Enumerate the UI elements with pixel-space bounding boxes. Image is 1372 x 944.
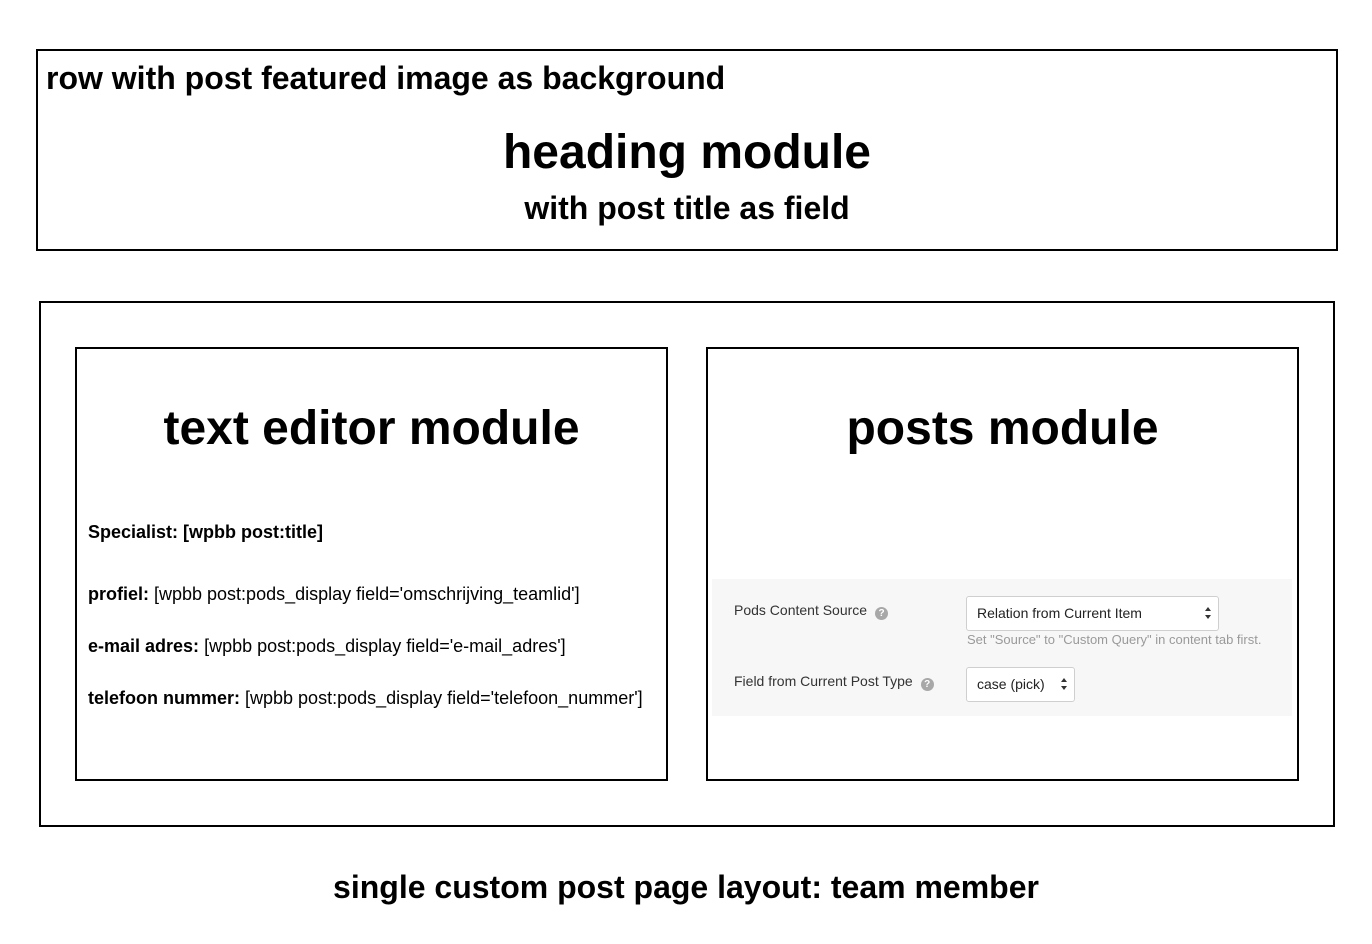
layout-caption: single custom post page layout: team member xyxy=(333,869,1039,905)
field-from-post-type-select[interactable] xyxy=(966,667,1075,702)
posts-module xyxy=(706,347,1299,781)
posts-module-title: posts module xyxy=(846,402,1159,455)
telefoon-value: [wpbb post:pods_display field='telefoon_nummer'] xyxy=(240,688,643,708)
select-arrows-icon xyxy=(1204,606,1212,620)
pods-settings-panel xyxy=(712,579,1292,716)
profiel-value: [wpbb post:pods_display field='omschrijving_teamlid'] xyxy=(149,584,580,604)
field-from-post-type-value: case (pick) xyxy=(977,676,1045,692)
heading-module-subtitle: with post title as field xyxy=(524,190,850,226)
pods-content-source-value: Relation from Current Item xyxy=(977,605,1142,621)
text-editor-module-title: text editor module xyxy=(163,402,580,455)
profiel-line xyxy=(88,583,580,605)
field-from-post-type-text: Field from Current Post Type xyxy=(734,673,913,689)
heading-module-title: heading module xyxy=(502,126,871,179)
telefoon-label: telefoon nummer: xyxy=(88,688,241,708)
featured-image-row xyxy=(36,49,1338,251)
telefoon-line xyxy=(88,687,643,709)
question-mark-icon[interactable]: ? xyxy=(921,678,934,691)
text-editor-module xyxy=(75,347,668,781)
email-value: [wpbb post:pods_display field='e-mail_adres'] xyxy=(199,636,566,656)
select-arrows-icon xyxy=(1060,677,1068,691)
pods-content-source-text: Pods Content Source xyxy=(734,602,868,618)
pods-content-source-select[interactable] xyxy=(966,596,1219,631)
field-from-post-type-label xyxy=(734,672,934,691)
content-source-hint: Set "Source" to "Custom Query" in content tab first. xyxy=(967,632,1262,647)
email-line xyxy=(88,635,566,657)
pods-content-source-label xyxy=(734,601,888,620)
specialist-line: Specialist: [wpbb post:title] xyxy=(88,522,324,542)
email-label: e-mail adres: xyxy=(88,636,200,656)
profiel-label: profiel: xyxy=(88,584,149,604)
row-label: row with post featured image as background xyxy=(46,60,726,96)
question-mark-icon[interactable]: ? xyxy=(875,607,888,620)
